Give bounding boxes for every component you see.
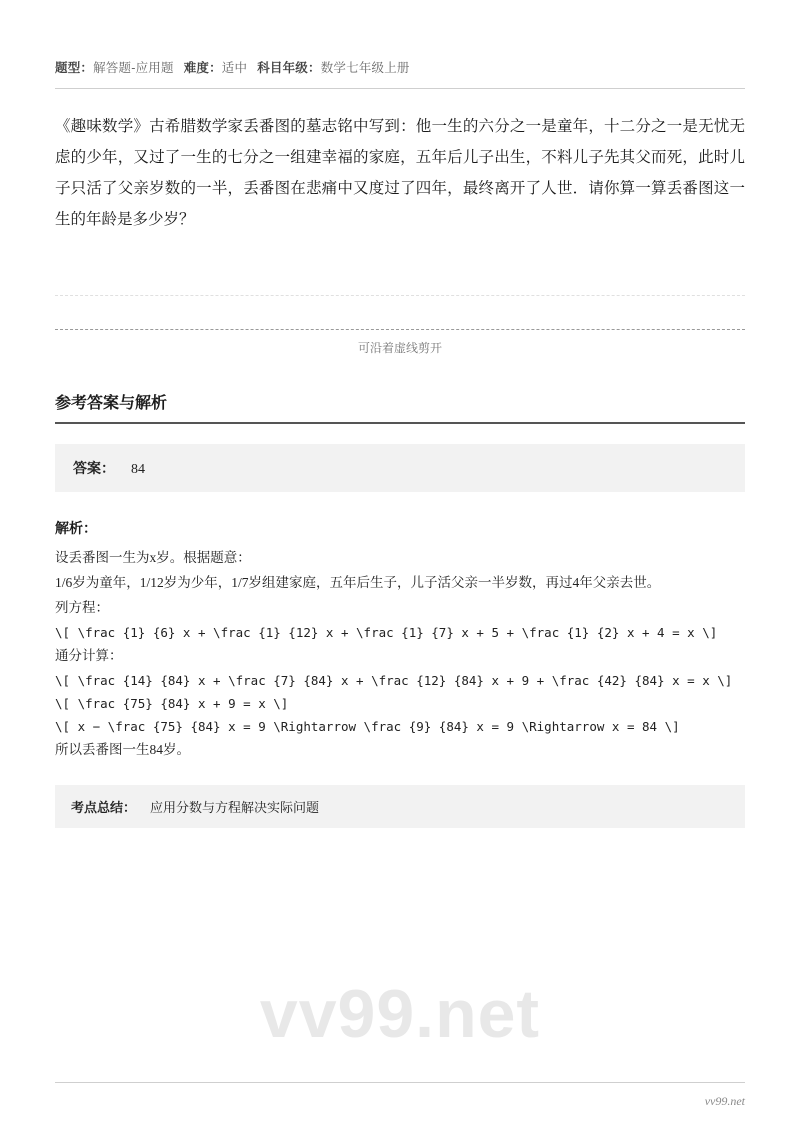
answer-value: 84 [131,462,145,477]
meta-divider [55,88,745,89]
analysis-body [55,546,745,763]
analysis-line: \[ \frac {75} {84} x + 9 = x \] [55,696,289,712]
faint-dashed-divider [55,295,745,296]
footer-divider [55,1082,745,1083]
answer-box [55,444,745,492]
watermark: vv99.net [259,976,541,1052]
summary-label: 考点总结： [71,800,137,816]
question-type-label: 题型： [55,61,94,75]
summary-value: 应用分数与方程解决实际问题 [150,800,320,816]
analysis-title: 解析： [55,520,97,536]
analysis-line: 通分计算： [55,648,123,664]
difficulty-value: 适中 [221,61,248,75]
subject-grade-value: 数学七年级上册 [320,61,410,75]
question-type-value: 解答题-应用题 [93,61,174,75]
analysis-line: \[ \frac {1} {6} x + \frac {1} {12} x + \frac {1} {7} x + 5 + \frac {1} {2} x + 4 = x \] [55,624,718,640]
summary-box [55,785,745,828]
analysis-line: \[ x − \frac {75} {84} x = 9 \Rightarrow \frac {9} {84} x = 9 \Rightarrow x = 84 \] [55,719,680,735]
footer-text: vv99.net [704,1094,745,1108]
analysis-line: \[ \frac {14} {84} x + \frac {7} {84} x + \frac {12} {84} x + 9 + \frac {42} {84} x = x \] [55,673,733,688]
meta-bar [55,0,745,76]
cut-dashed-divider [55,329,745,330]
difficulty-label: 难度： [183,61,222,75]
cut-instruction-label: 可沿着虚线剪开 [357,341,442,355]
question-text: 《趣味数学》古希腊数学家丢番图的墓志铭中写到：他一生的六分之一是童年，十二分之一是无忧无虑的少年，又过了一生的七分之一组建幸福的家庭，五年后儿子出生，不料儿子先其父而死，此时儿子只活了父亲岁数的一半，丢番图在悲痛中又度过了四年，最终离开了人世．请你算一算丢番图这一生的年龄是多少岁？ [55,118,745,228]
analysis-line: 1/6岁为童年，1/12岁为少年，1/7岁组建家庭，五年后生子，儿子活父亲一半岁数，再过4年父亲去世。 [55,574,661,590]
answer-section-title: 参考答案与解析 [55,390,745,424]
answer-label: 答案： [73,460,115,476]
subject-grade-label: 科目年级： [257,61,321,75]
analysis-line: 列方程： [55,599,109,615]
analysis-line: 所以丢番图一生84岁。 [55,742,190,758]
analysis-line: 设丢番图一生为x岁。根据题意： [55,550,251,565]
